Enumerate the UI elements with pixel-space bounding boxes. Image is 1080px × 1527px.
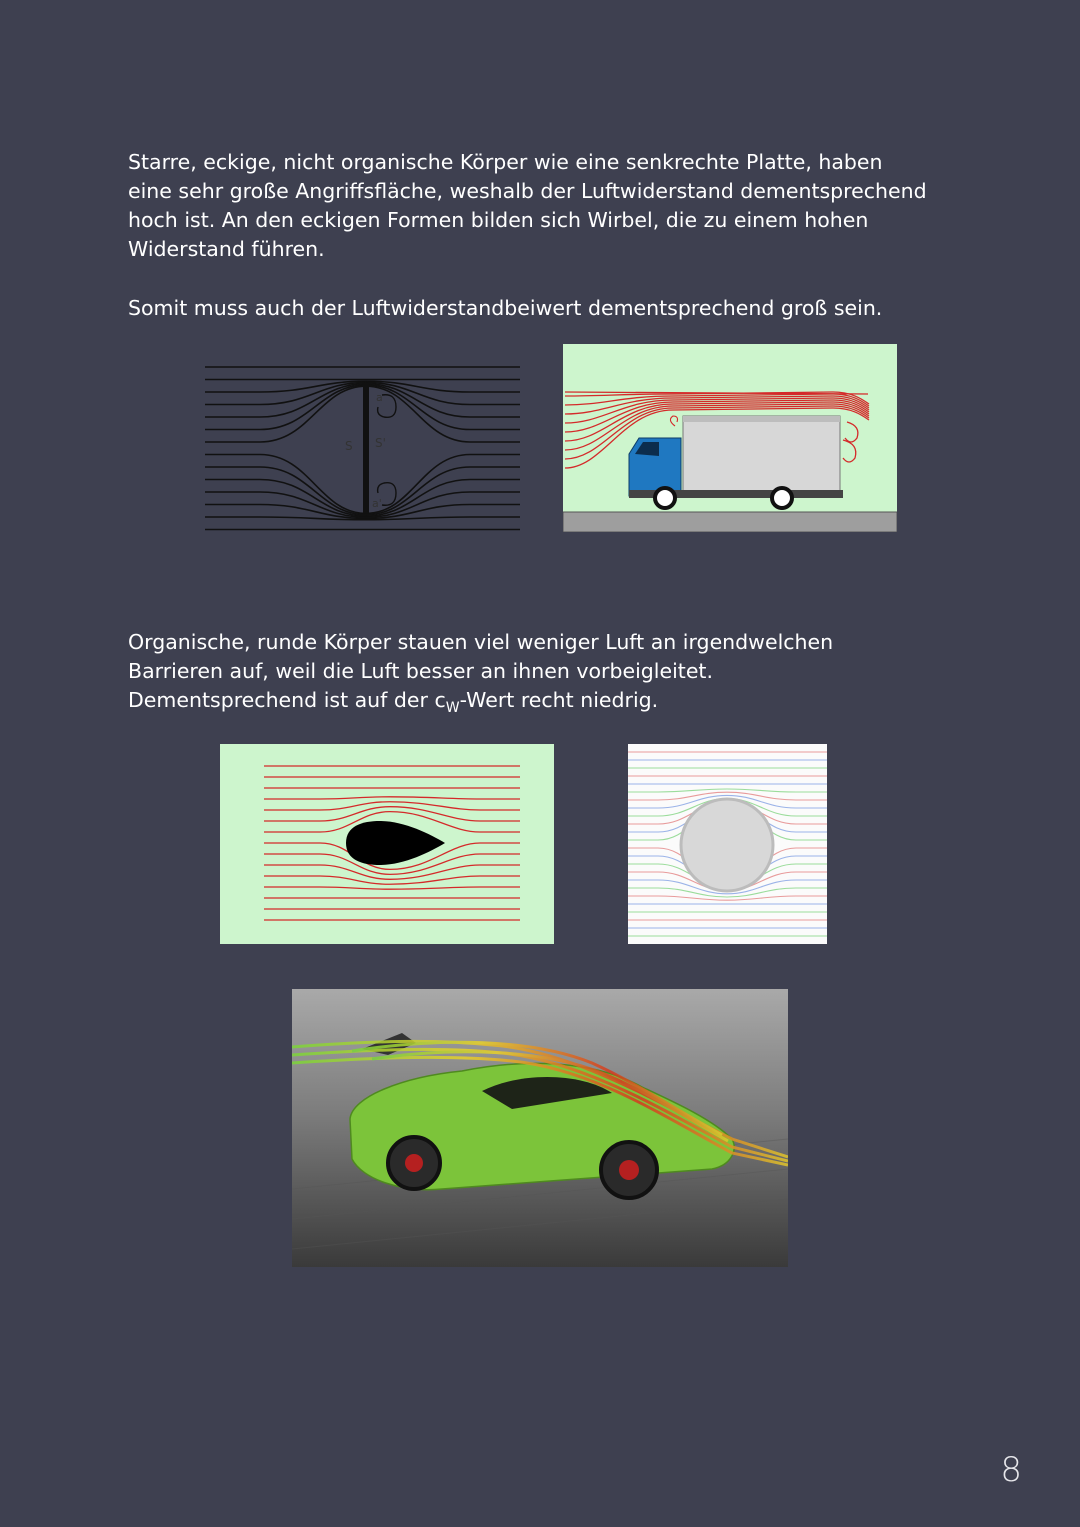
cylinder-streamline-figure xyxy=(628,744,827,944)
label-a-prime: a' xyxy=(372,497,382,510)
label-s-prime: S' xyxy=(375,436,386,450)
truck-streamline-figure xyxy=(563,344,897,532)
plate-streamline xyxy=(205,467,520,515)
vertical-plate xyxy=(363,383,369,513)
car-front-brake xyxy=(619,1160,639,1180)
cylinder-body xyxy=(681,799,773,891)
truck-box-top xyxy=(683,416,840,422)
plate-streamline xyxy=(205,384,520,417)
paragraph-round-bodies xyxy=(128,628,928,723)
plate-streamline xyxy=(205,480,520,516)
label-a: a xyxy=(376,391,383,404)
label-s: S xyxy=(345,439,353,453)
truck-rear-wheel xyxy=(772,488,792,508)
plate-streamline-figure xyxy=(200,345,525,555)
round-bodies-line1: Organische, runde Körper stauen viel weniger Luft an irgendwelchen Barrieren auf, weil die Luft besser an ihnen vorbeigleitet. xyxy=(128,630,834,683)
paragraph-drag-coefficient: Somit muss auch der Luftwiderstandbeiwert dementsprechend groß sein. xyxy=(128,296,883,320)
road xyxy=(563,512,897,532)
round-bodies-line2-post: -Wert recht niedrig. xyxy=(459,688,659,712)
cw-subscript: W xyxy=(445,700,460,717)
plate-streamline xyxy=(205,386,520,442)
round-bodies-line2-pre: Dementsprechend ist auf der c xyxy=(128,688,446,712)
paragraph-angular-bodies: Starre, eckige, nicht organische Körper wie eine senkrechte Platte, haben eine sehr große Angriffsfläche, weshalb der Luftwiderstand dementsprechend hoch ist. An den eckigen Formen bilden sich Wirbel, die zu einem hohen Widerstand führen. xyxy=(128,150,927,261)
truck-front-wheel xyxy=(655,488,675,508)
page-number: 8 xyxy=(1000,1450,1022,1490)
plate-streamlines xyxy=(205,367,520,530)
car-rear-brake xyxy=(405,1154,423,1172)
car-cfd-figure xyxy=(292,989,788,1267)
teardrop-streamline-figure xyxy=(220,744,554,944)
truck-box xyxy=(683,416,840,496)
